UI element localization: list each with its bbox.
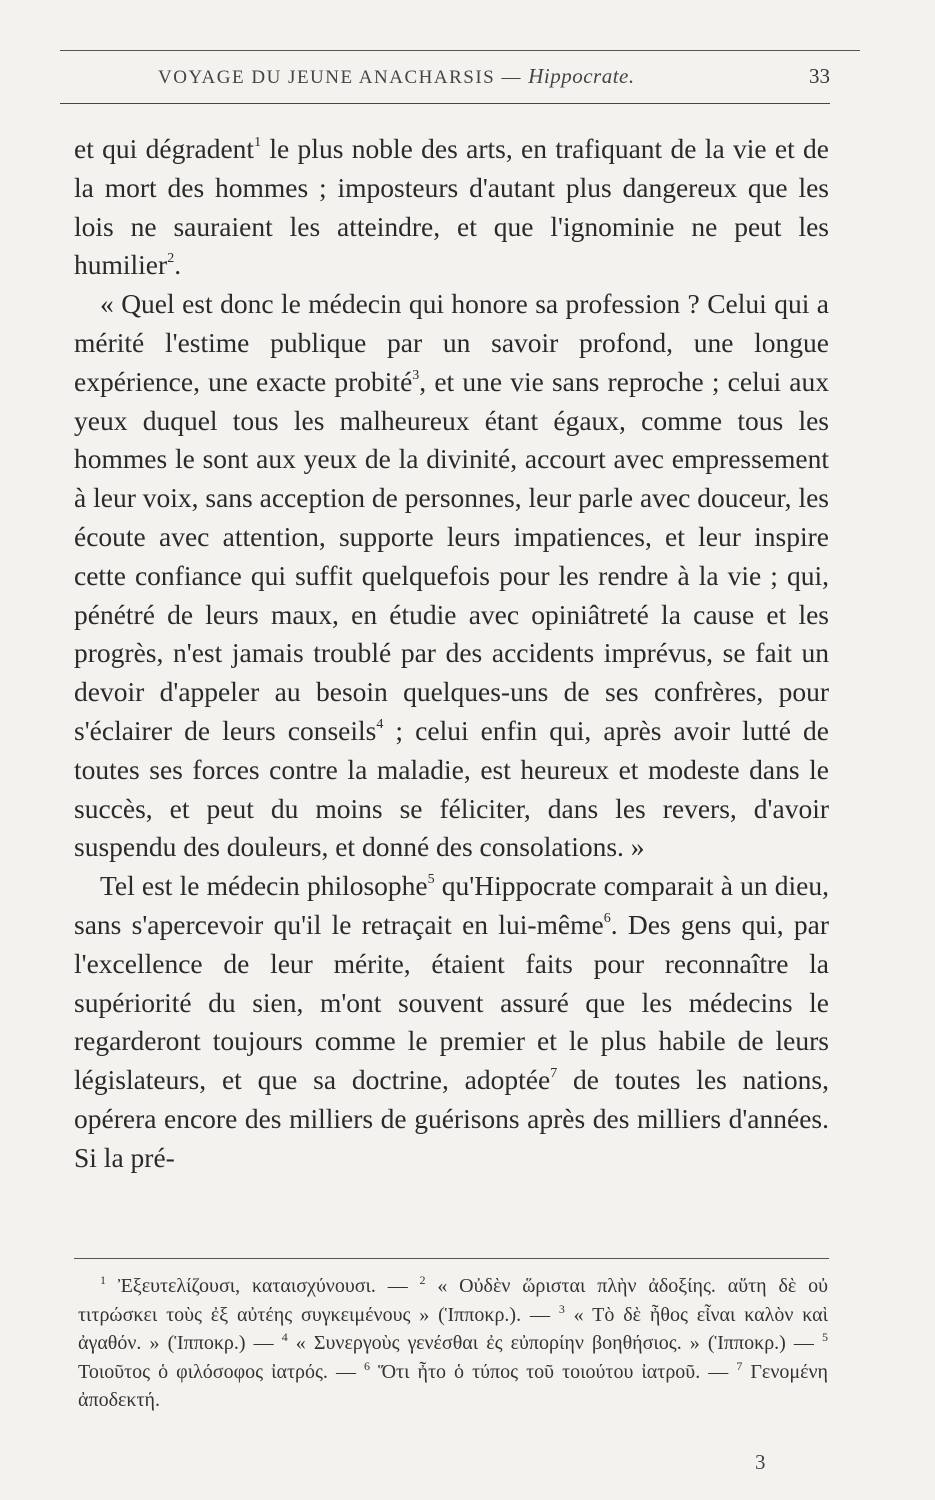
footnote-number: 6 <box>364 1358 371 1373</box>
page-number: 33 <box>809 64 830 88</box>
text-run: « Quel est donc le médecin qui honore sa profession ? Celui qui a mérité l'estime publique par un savoir profond, une longue expérience, une exacte probité <box>74 288 829 397</box>
footnote-number: 1 <box>100 1273 106 1287</box>
footnote-number: 2 <box>419 1273 426 1287</box>
footnote-ref: 5 <box>427 872 435 888</box>
text-run: le plus noble des arts, en trafiquant de la vie et de la mort des hommes ; imposteurs d'autant plus dangereux que les lois ne sauraient les atteindre, et que l'ignominie ne peut les humilier <box>74 133 830 281</box>
text-run: et qui dégradent <box>74 133 255 164</box>
footnote-ref: 4 <box>376 716 384 732</box>
footnote-ref: 1 <box>254 135 262 150</box>
footnote-text: « Οὐδὲν ὥρισται πλὴν ἀδοξίης. αὕτη δὲ οὐ τιτρώσκει τοὺς ἐξ αὐτέης συγκειμένους » (Ἱπποκρ.). — <box>78 1275 828 1326</box>
footnote-ref: 7 <box>550 1066 558 1082</box>
footnote-number: 5 <box>822 1330 828 1344</box>
paragraph <box>74 130 829 285</box>
footnotes <box>78 1272 828 1415</box>
footnote-ref: 3 <box>412 367 420 383</box>
top-rule <box>60 50 860 51</box>
header-rule <box>60 103 830 104</box>
text-run: de toutes les nations, opérera encore des milliers de guérisons après des milliers d'années. Si la pré- <box>74 1064 829 1173</box>
running-title-text: VOYAGE DU JEUNE ANACHARSIS — <box>158 67 522 88</box>
text-run: . Des gens qui, par l'excellence de leur mérite, étaient faits pour reconnaître la supériorité du sien, m'ont souvent assuré que les médecins le regarderont toujours comme le premier et le plus habile de leurs législateurs, et que sa doctrine, adoptée <box>74 908 829 1096</box>
footnote-ref: 2 <box>167 251 175 267</box>
footnote-text: Ὅτι ἦτο ὁ τύπος τοῦ τοιούτου ἰατροῦ. — <box>370 1360 737 1383</box>
text-run: . <box>174 249 182 281</box>
text-run: qu'Hippocrate comparait à un dieu, sans s'apercevoir qu'il le retraçait en lui-même <box>74 870 829 940</box>
footnote-text: Γενομένη ἀποδεκτή. <box>78 1360 828 1411</box>
main-text <box>74 130 829 1178</box>
running-title-italic: Hippocrate. <box>528 64 635 88</box>
signature-mark: 3 <box>755 1450 766 1474</box>
text-run: ; celui enfin qui, après avoir lutté de toutes ses forces contre la maladie, est heureux et modeste dans le succès, et peut du moins se féliciter, dans les revers, d'avoir suspendu des douleurs, et donné des consolations. » <box>74 714 829 863</box>
footnote-text: « Συνεργοὺς γενέσθαι ἐς εὐπορίην βοηθήσιος. » (Ἱπποκρ.) — <box>287 1332 822 1354</box>
running-header <box>60 64 830 104</box>
running-title <box>158 64 635 89</box>
footnote-ref: 6 <box>603 910 611 926</box>
footnote-block <box>78 1272 828 1415</box>
footnote-text: Ἐξευτελίζουσι, καταισχύνουσι. — <box>106 1275 420 1297</box>
text-run: Tel est le médecin philosophe <box>100 870 428 902</box>
paragraph <box>74 867 829 1177</box>
footnote-number: 3 <box>558 1301 565 1316</box>
text-run: , et une vie sans reproche ; celui aux yeux duquel tous les malheureux étant égaux, comme tous les hommes le sont aux yeux de la divinité, accourt avec empressement à leur voix, sans acception de personnes, leur parle avec douceur, les écoute avec attention, supporte leurs impatiences, et leur inspire cette confiance qui suffit quelquefois pour les rendre à la vie ; qui, pénétré de leurs maux, en étudie avec opiniâtreté la cause et les progrès, n'est jamais troublé par des accidents imprévus, se fait un devoir d'appeler au besoin quelques-uns de ses confrères, pour s'éclairer de leurs conseils <box>74 365 829 746</box>
footnote-text: « Τὸ δὲ ἦθος εἶναι καλὸν καὶ ἀγαθόν. » (Ἱπποκρ.) — <box>78 1303 829 1354</box>
footnote-number: 4 <box>281 1330 288 1344</box>
paragraph <box>74 285 829 867</box>
footnote-rule <box>74 1258 829 1259</box>
footnote-number: 7 <box>736 1358 743 1373</box>
footnote-text: Τοιοῦτος ὁ φιλόσοφος ἰατρός. — <box>78 1360 365 1383</box>
